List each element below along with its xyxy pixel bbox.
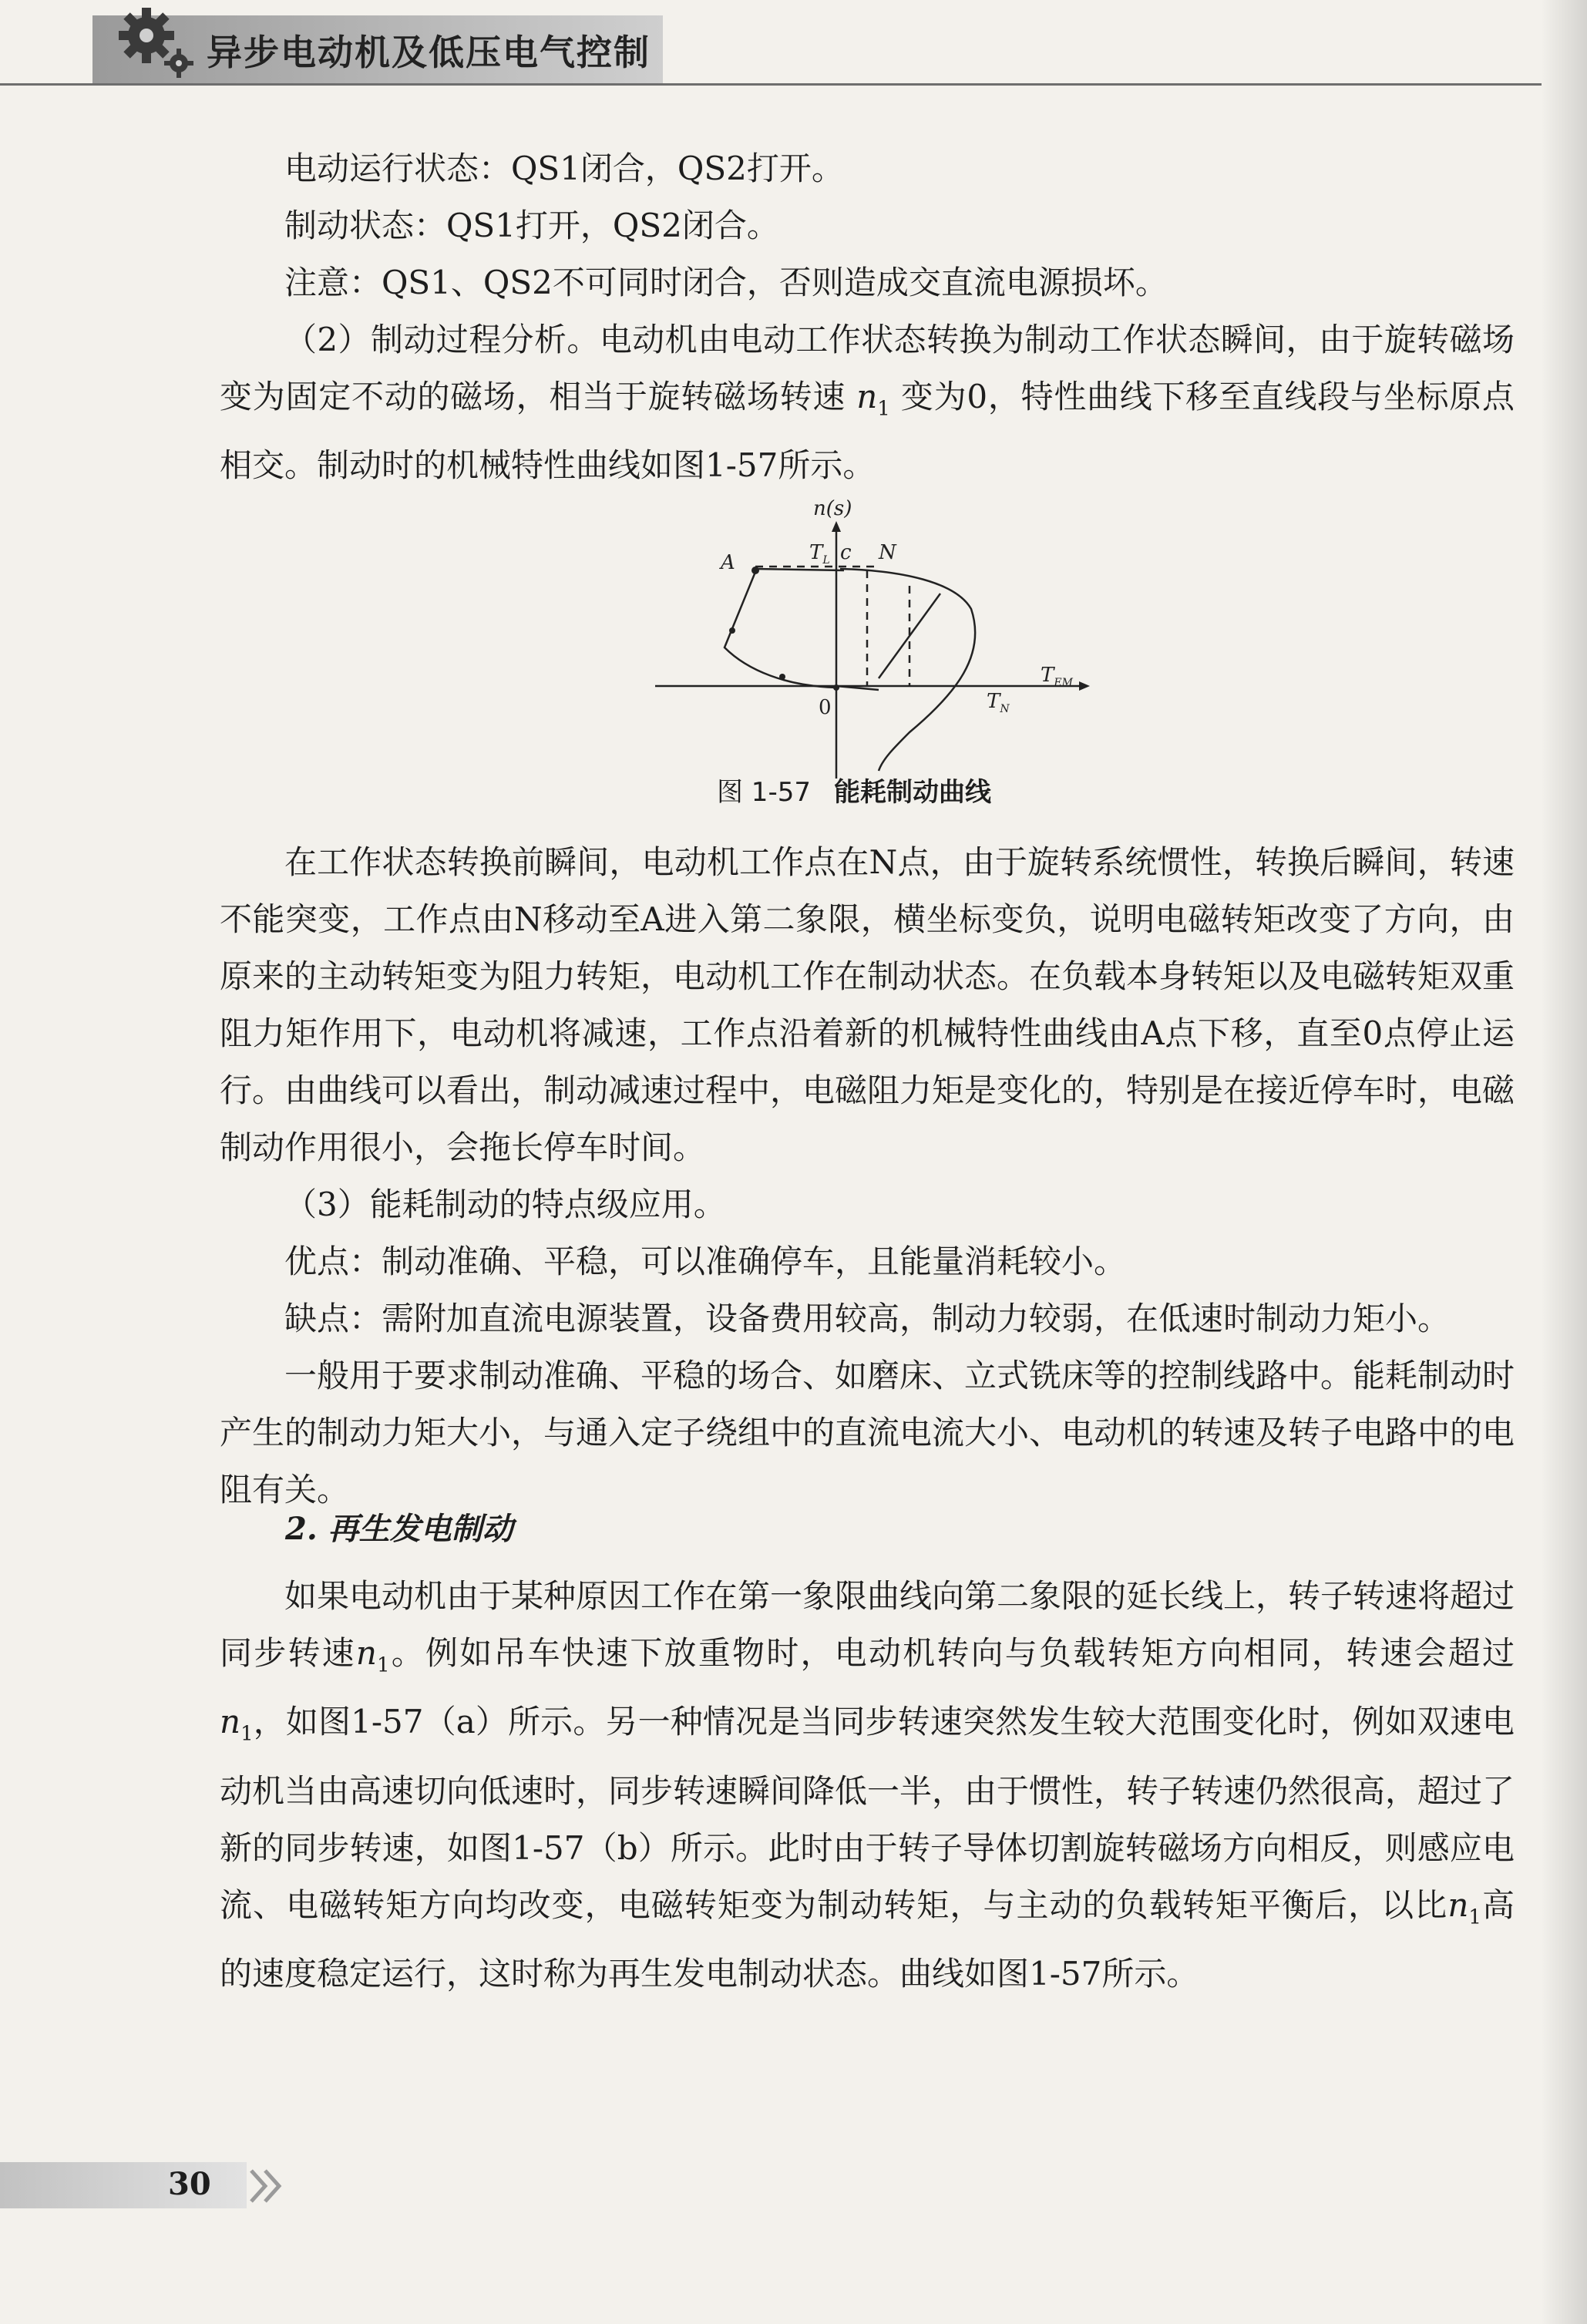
origin-label: 0 [819,696,832,719]
caption-number: 图 1-57 [717,777,811,808]
running-header [0,0,1587,100]
tn-label: $T_N$ [987,690,1010,715]
curve-point [729,627,735,634]
paragraph-pros: 优点：制动准确、平稳，可以准确停车，且能量消耗较小。 [284,1243,1127,1280]
n-point-label: N [879,541,896,564]
tl-label: $T_L$ [809,541,830,567]
page-number: 30 [168,2166,211,2202]
caption-title: 能耗制动曲线 [833,777,991,808]
x-axis-label: $T_{EM}$ [1041,664,1073,689]
paragraph-braking-state: 制动状态：QS1打开，QS2闭合。 [284,207,779,244]
section-heading: 2. 再生发电制动 [285,1511,513,1547]
transition-line [755,569,844,570]
header-title: 异步电动机及低压电气控制 [207,32,651,73]
paragraph-features: （3）能耗制动的特点级应用。 [284,1186,726,1223]
y-axis-arrow [832,521,841,532]
motoring-curve [840,569,975,771]
paragraph-cons: 缺点：需附加直流电源装置，设备费用较高，制动力较弱，在低速时制动力矩小。 [284,1300,1451,1337]
braking-curve [725,572,836,688]
point-a [751,567,759,574]
paragraph-regenerative: 如果电动机由于某种原因工作在第一象限曲线向第二象限的延长线上，转子转速将超过同步转速$n_1$。例如吊车快速下放重物时，电动机转向与负载转矩方向相同，转速会超过$n_1$，如图1-57（a）所示。另一种情况是当同步转速突然发生较大范围变化时，例如双速电动机当由高速切向低速时，同步转速瞬间降低一半，由于惯性，转子转速仍然很高，超过了新的同步转速，如图1-57（b）所示。此时由于转子导体切割旋转磁场方向相反，则感应电流、电磁转矩方向均改变，电磁转矩变为制动转矩，与主动的负载转矩平衡后，以比$n_1$高的速度稳定运行，这时称为再生发电制动状态。曲线如图1-57所示。 [220,1577,1515,1993]
page-edge-shadow [1541,0,1587,2324]
figure-caption [717,771,991,809]
x-axis-arrow [1079,681,1090,691]
paragraph-usage: 一般用于要求制动准确、平稳的场合、如磨床、立式铣床等的控制线路中。能耗制动时产生的制动力矩大小，与通入定子绕组中的直流电流大小、电动机的转速及转子电路中的电阻有关。 [220,1357,1515,1508]
curve-point [833,684,839,691]
paragraph-process: 在工作状态转换前瞬间，电动机工作点在N点，由于旋转系统惯性，转换后瞬间，转速不能突变，工作点由N移动至A进入第二象限，横坐标变负，说明电磁转矩改变了方向，由原来的主动转矩变为阻力转矩，电动机工作在制动状态。在负载本身转矩以及电磁转矩双重阻力矩作用下，电动机将减速，工作点沿着新的机械特性曲线由A点下移，直至0点停止运行。由曲线可以看出，制动减速过程中，电磁阻力矩是变化的，特别是在接近停车时，电磁制动作用很小，会拖长停车时间。 [220,843,1515,1166]
braking-curve-figure [647,493,1094,786]
chevron-right-icon [247,2164,293,2208]
paragraph-motoring-state: 电动运行状态：QS1闭合，QS2打开。 [284,150,844,187]
a-point-label: A [721,551,735,574]
header-rule [0,83,1542,86]
curve-point [779,674,785,680]
paragraph-caution: 注意：QS1、QS2不可同时闭合，否则造成交直流电源损坏。 [284,264,1168,301]
c-label: c [840,541,852,564]
y-axis-label: n(s) [813,497,852,520]
gear-icon [116,5,200,82]
paragraph-braking-analysis: （2）制动过程分析。电动机由电动工作状态转换为制动工作状态瞬间，由于旋转磁场变为固定不动的磁场，相当于旋转磁场转速 $n_1$ 变为0，特性曲线下移至直线段与坐标原点相交。制动时的机械特性曲线如图1-57所示。 [220,321,1515,485]
